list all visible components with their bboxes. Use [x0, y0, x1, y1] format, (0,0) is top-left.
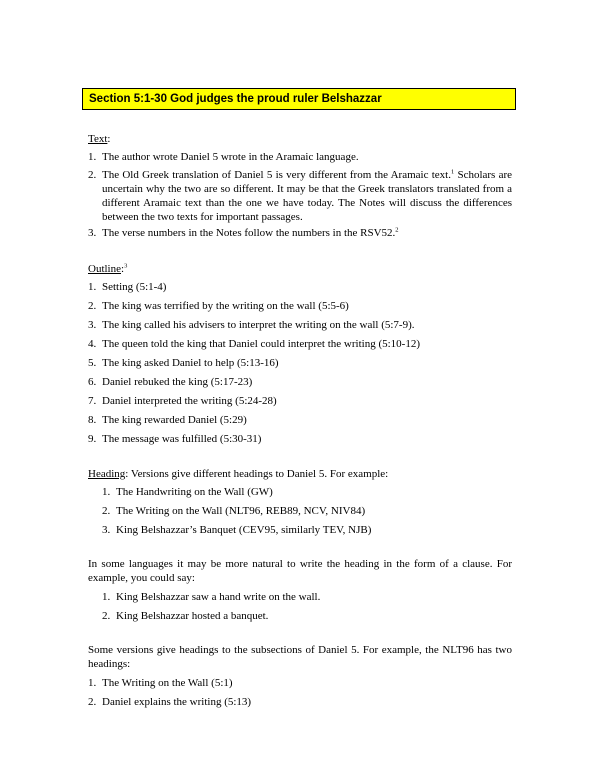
text-label: Text [88, 133, 108, 145]
list-item: 1. The Writing on the Wall (5:1) [88, 677, 233, 689]
text-heading: Text: [88, 133, 111, 145]
clause-intro: In some languages it may be more natural to write the heading in the form of a clause. For example, you could say: [88, 558, 512, 584]
list-item-num: 2. [88, 169, 97, 181]
list-item: 3. The verse numbers in the Notes follow the numbers in the RSV52.$^2$ [88, 226, 399, 239]
list-item: 2. The king was terrified by the writing on the wall (5:5-6) [88, 300, 349, 312]
list-item: 1. Setting (5:1-4) [88, 281, 167, 293]
list-item: 2. King Belshazzar hosted a banquet. [102, 610, 269, 622]
list-item: The Old Greek translation of Daniel 5 is very different from the Aramaic text.$^1$ Scholars are uncertain why the two are so different. It may be that the Greek translators translated from a different Aramaic text than the one we have today. The Notes will discuss the differences between the two texts for important passages. [102, 168, 513, 223]
section-title: Section 5:1-30 God judges the proud ruler Belshazzar [82, 88, 516, 110]
list-item: 3. King Belshazzar’s Banquet (CEV95, similarly TEV, NJB) [102, 524, 372, 536]
subsections-intro: Some versions give headings to the subsections of Daniel 5. For example, the NLT96 has two headings: [88, 644, 512, 670]
outline-label: Outline [88, 263, 121, 275]
list-item: 1. King Belshazzar saw a hand write on the wall. [102, 591, 321, 603]
list-item: 9. The message was fulfilled (5:30-31) [88, 433, 262, 445]
footnote-ref[interactable]: 2 [395, 226, 399, 234]
list-item: 3. The king called his advisers to interpret the writing on the wall (5:7-9). [88, 319, 415, 331]
heading-label: Heading [88, 468, 126, 480]
list-item: 8. The king rewarded Daniel (5:29) [88, 414, 247, 426]
list-item: 2. Daniel explains the writing (5:13) [88, 696, 252, 708]
list-item: 6. Daniel rebuked the king (5:17-23) [88, 376, 253, 388]
list-item: 1. The Handwriting on the Wall (GW) [102, 486, 273, 498]
list-item: 5. The king asked Daniel to help (5:13-16) [88, 357, 279, 369]
list-item: 7. Daniel interpreted the writing (5:24-28) [88, 395, 277, 407]
list-item: 2. The Writing on the Wall (NLT96, REB89, NCV, NIV84) [102, 505, 366, 517]
footnote-ref[interactable]: 1 [450, 168, 455, 176]
list-item: 1. The author wrote Daniel 5 wrote in the Aramaic language. [88, 151, 359, 163]
footnote-ref[interactable]: 3 [124, 262, 128, 270]
list-item: 4. The queen told the king that Daniel could interpret the writing (5:10-12) [88, 338, 420, 350]
outline-heading: Outline:$^3$ [88, 262, 128, 275]
heading-intro: Heading: Versions give different headings to Daniel 5. For example: [88, 468, 389, 480]
